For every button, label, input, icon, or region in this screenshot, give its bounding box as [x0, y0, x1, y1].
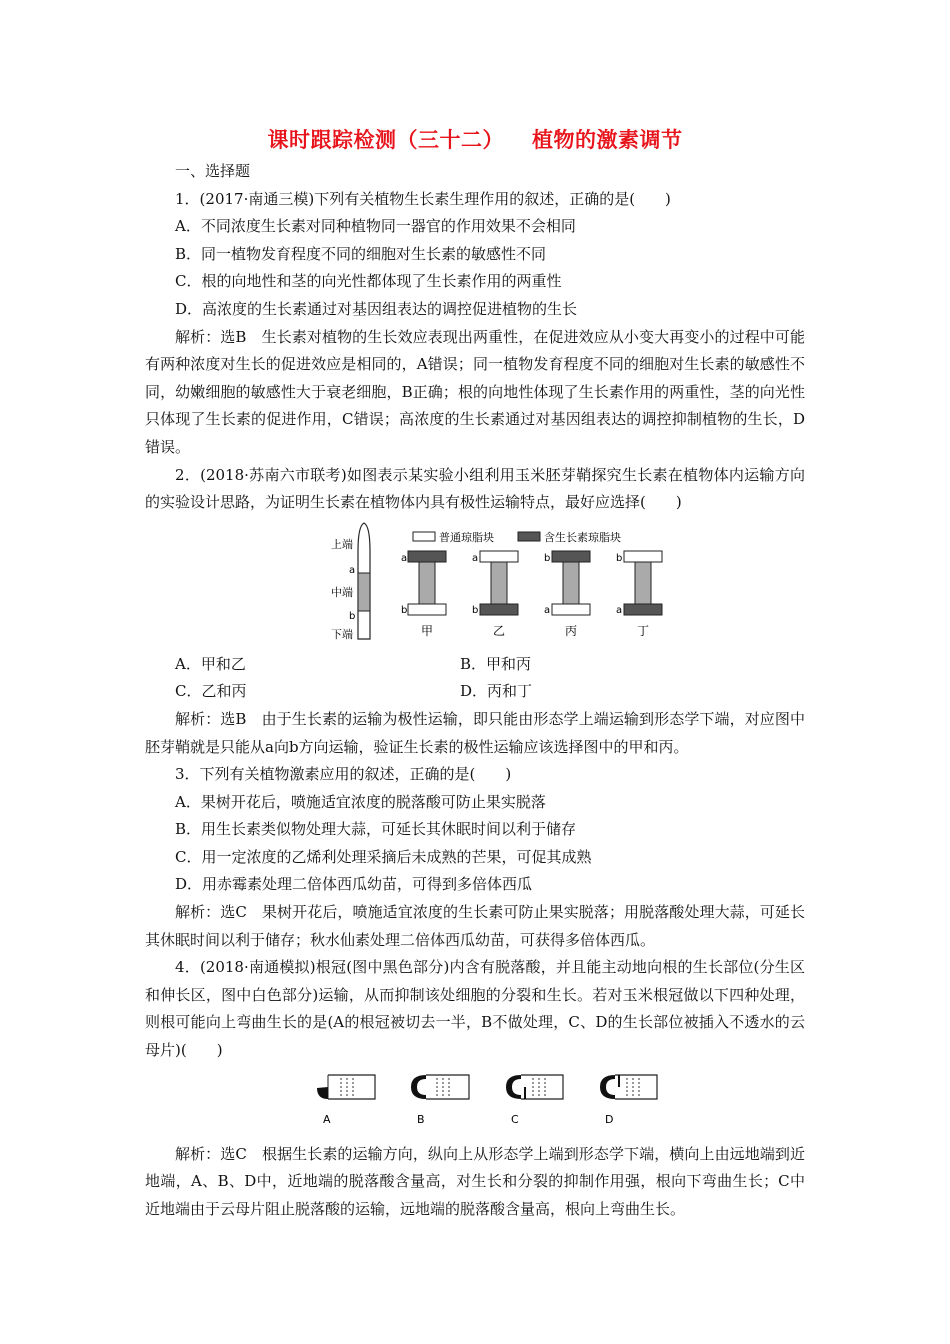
- q3-option-c: C．用一定浓度的乙烯利处理采摘后未成熟的芒果，可促其成熟: [175, 847, 592, 866]
- document-body: [145, 158, 805, 1223]
- group-bing-label-a: a: [544, 604, 551, 616]
- coleoptile-label-top: 上端: [331, 537, 353, 551]
- q1-analysis: 解析：选B 生长素对植物的生长效应表现出两重性，在促进效应从小变大再变小的过程中可能有两种浓度对生长的促进效应是相同的，A错误；同一植物发育程度不同的细胞对生长素的敏感性不同，幼嫩细胞的敏感性大于衰老细胞，B正确；根的向地性体现了生长素作用的两重性，茎的向光性只体现了生长素的促进作用，C错误；高浓度的生长素通过对基因组表达的调控抑制植物的生长，D错误。: [145, 327, 805, 456]
- group-yi-name: 乙: [493, 623, 506, 638]
- group-ding-bottom-block: [624, 604, 662, 615]
- q1-option-a: A．不同浓度生长素对同种植物同一器官的作用效果不会相同: [175, 217, 576, 236]
- q3-option-b: B．用生长素类似物处理大蒜，可延长其休眠时间以利于储存: [175, 820, 577, 839]
- root-c-label: C: [511, 1112, 519, 1126]
- q3-option-d: D．用赤霉素处理二倍体西瓜幼苗，可得到多倍体西瓜: [175, 875, 533, 894]
- q1-option-b: B．同一植物发育程度不同的细胞对生长素的敏感性不同: [175, 244, 547, 263]
- root-a-label: A: [323, 1112, 331, 1126]
- q2-option-a: A．甲和乙: [175, 654, 246, 673]
- group-bing-label-b: b: [544, 552, 551, 564]
- group-ding-label-b: b: [616, 552, 623, 564]
- group-yi-bottom-block: [480, 604, 518, 615]
- group-yi-label-a: a: [472, 552, 479, 564]
- q1-option-d: D．高浓度的生长素通过对基因组表达的调控促进植物的生长: [175, 299, 578, 318]
- q2-option-b: B．甲和丙: [460, 654, 532, 673]
- q3-analysis: 解析：选C 果树开花后，喷施适宜浓度的生长素可防止果实脱落；用脱落酸处理大蒜，可延长其休眠时间以利于储存；秋水仙素处理二倍体西瓜幼苗，可获得多倍体西瓜。: [145, 903, 805, 949]
- group-yi-top-block: [480, 551, 518, 562]
- group-jia-label-b: b: [401, 604, 408, 616]
- legend-plain-label: 普通琼脂块: [439, 530, 494, 544]
- group-jia-label-a: a: [401, 552, 408, 564]
- q2-stem: 2．(2018·苏南六市联考)如图表示某实验小组利用玉米胚芽鞘探究生长素在植物体内运输方向的实验设计思路，为证明生长素在植物体内具有极性运输特点，最好应选择( ): [145, 465, 805, 512]
- q4-analysis: 解析：选C 根据生长素的运输方向，纵向上从形态学上端到形态学下端，横向上由远地端到近地端，A、B、D中，近地端的脱落酸含量高，对生长和分裂的抑制作用强，根向下弯曲生长；C中近地端由于云母片阻止脱落酸的运输，远地端的脱落酸含量高，根向上弯曲生长。: [145, 1144, 805, 1218]
- legend-auxin-label: 含生长素琼脂块: [544, 530, 621, 544]
- root-cap-diagram: [145, 1071, 805, 1133]
- q3-option-a: A．果树开花后，喷施适宜浓度的脱落酸可防止果实脱落: [175, 792, 546, 811]
- q1-option-c: C．根的向地性和茎的向光性都体现了生长素作用的两重性: [175, 272, 562, 291]
- group-bing-bottom-block: [552, 604, 590, 615]
- root-d: [600, 1075, 657, 1126]
- q2-option-c: C．乙和丙: [175, 682, 247, 701]
- group-ding-label-a: a: [616, 604, 623, 616]
- q1-stem: 1．(2017·南通三模)下列有关植物生长素生理作用的叙述，正确的是( ): [175, 189, 671, 208]
- group-jia-segment: [419, 562, 435, 604]
- group-bing-segment: [563, 562, 579, 604]
- q2-option-d: D．丙和丁: [460, 682, 533, 701]
- root-b-label: B: [417, 1112, 425, 1126]
- q2-analysis: 解析：选B 由于生长素的运输为极性运输，即只能由形态学上端运输到形态学下端，对应图中胚芽鞘就是只能从a向b方向运输，验证生长素的极性运输应该选择图中的甲和丙。: [145, 709, 805, 756]
- root-b: [411, 1075, 469, 1126]
- page-title: [0, 124, 950, 154]
- legend-plain-swatch: [413, 532, 435, 541]
- coleoptile-label-mid: 中端: [331, 585, 353, 599]
- q2-figure: [145, 521, 805, 649]
- section-heading: 一、选择题: [175, 162, 251, 180]
- root-a: [317, 1075, 375, 1126]
- legend-auxin-swatch: [518, 532, 540, 541]
- root-d-label: D: [605, 1112, 614, 1126]
- q2-options-row-1: [145, 651, 805, 679]
- group-yi-label-b: b: [472, 604, 479, 616]
- coleoptile-label-b: b: [349, 610, 356, 622]
- group-jia-top-block: [408, 551, 446, 562]
- title-part2: 植物的激素调节: [532, 128, 683, 152]
- group-bing-name: 丙: [565, 623, 578, 638]
- q3-stem: 3．下列有关植物激素应用的叙述，正确的是( ): [175, 765, 512, 784]
- q4-figure: [145, 1071, 805, 1133]
- coleoptile-label-a: a: [349, 564, 356, 576]
- group-jia-name: 甲: [421, 623, 434, 638]
- coleoptile-experiment-diagram: [145, 521, 805, 649]
- group-jia-bottom-block: [408, 604, 446, 615]
- group-ding-name: 丁: [637, 623, 650, 638]
- title-part1: 课时跟踪检测（三十二）: [267, 128, 504, 152]
- group-ding-segment: [635, 562, 651, 604]
- root-c: [506, 1075, 563, 1126]
- group-ding-top-block: [624, 551, 662, 562]
- coleoptile-middle-segment: [358, 573, 370, 611]
- q2-options-row-2: [145, 678, 805, 706]
- group-bing-top-block: [552, 551, 590, 562]
- group-yi-segment: [491, 562, 507, 604]
- coleoptile-label-bottom: 下端: [331, 627, 353, 641]
- q4-stem: 4．(2018·南通模拟)根冠(图中黑色部分)内含有脱落酸，并且能主动地向根的生长部位(分生区和伸长区，图中白色部分)运输，从而抑制该处细胞的分裂和生长。若对玉米根冠做以下四种处理，则根可能向上弯曲生长的是(A的根冠被切去一半，B不做处理，C、D的生长部位被插入不透水的云母片)( ): [145, 958, 805, 1060]
